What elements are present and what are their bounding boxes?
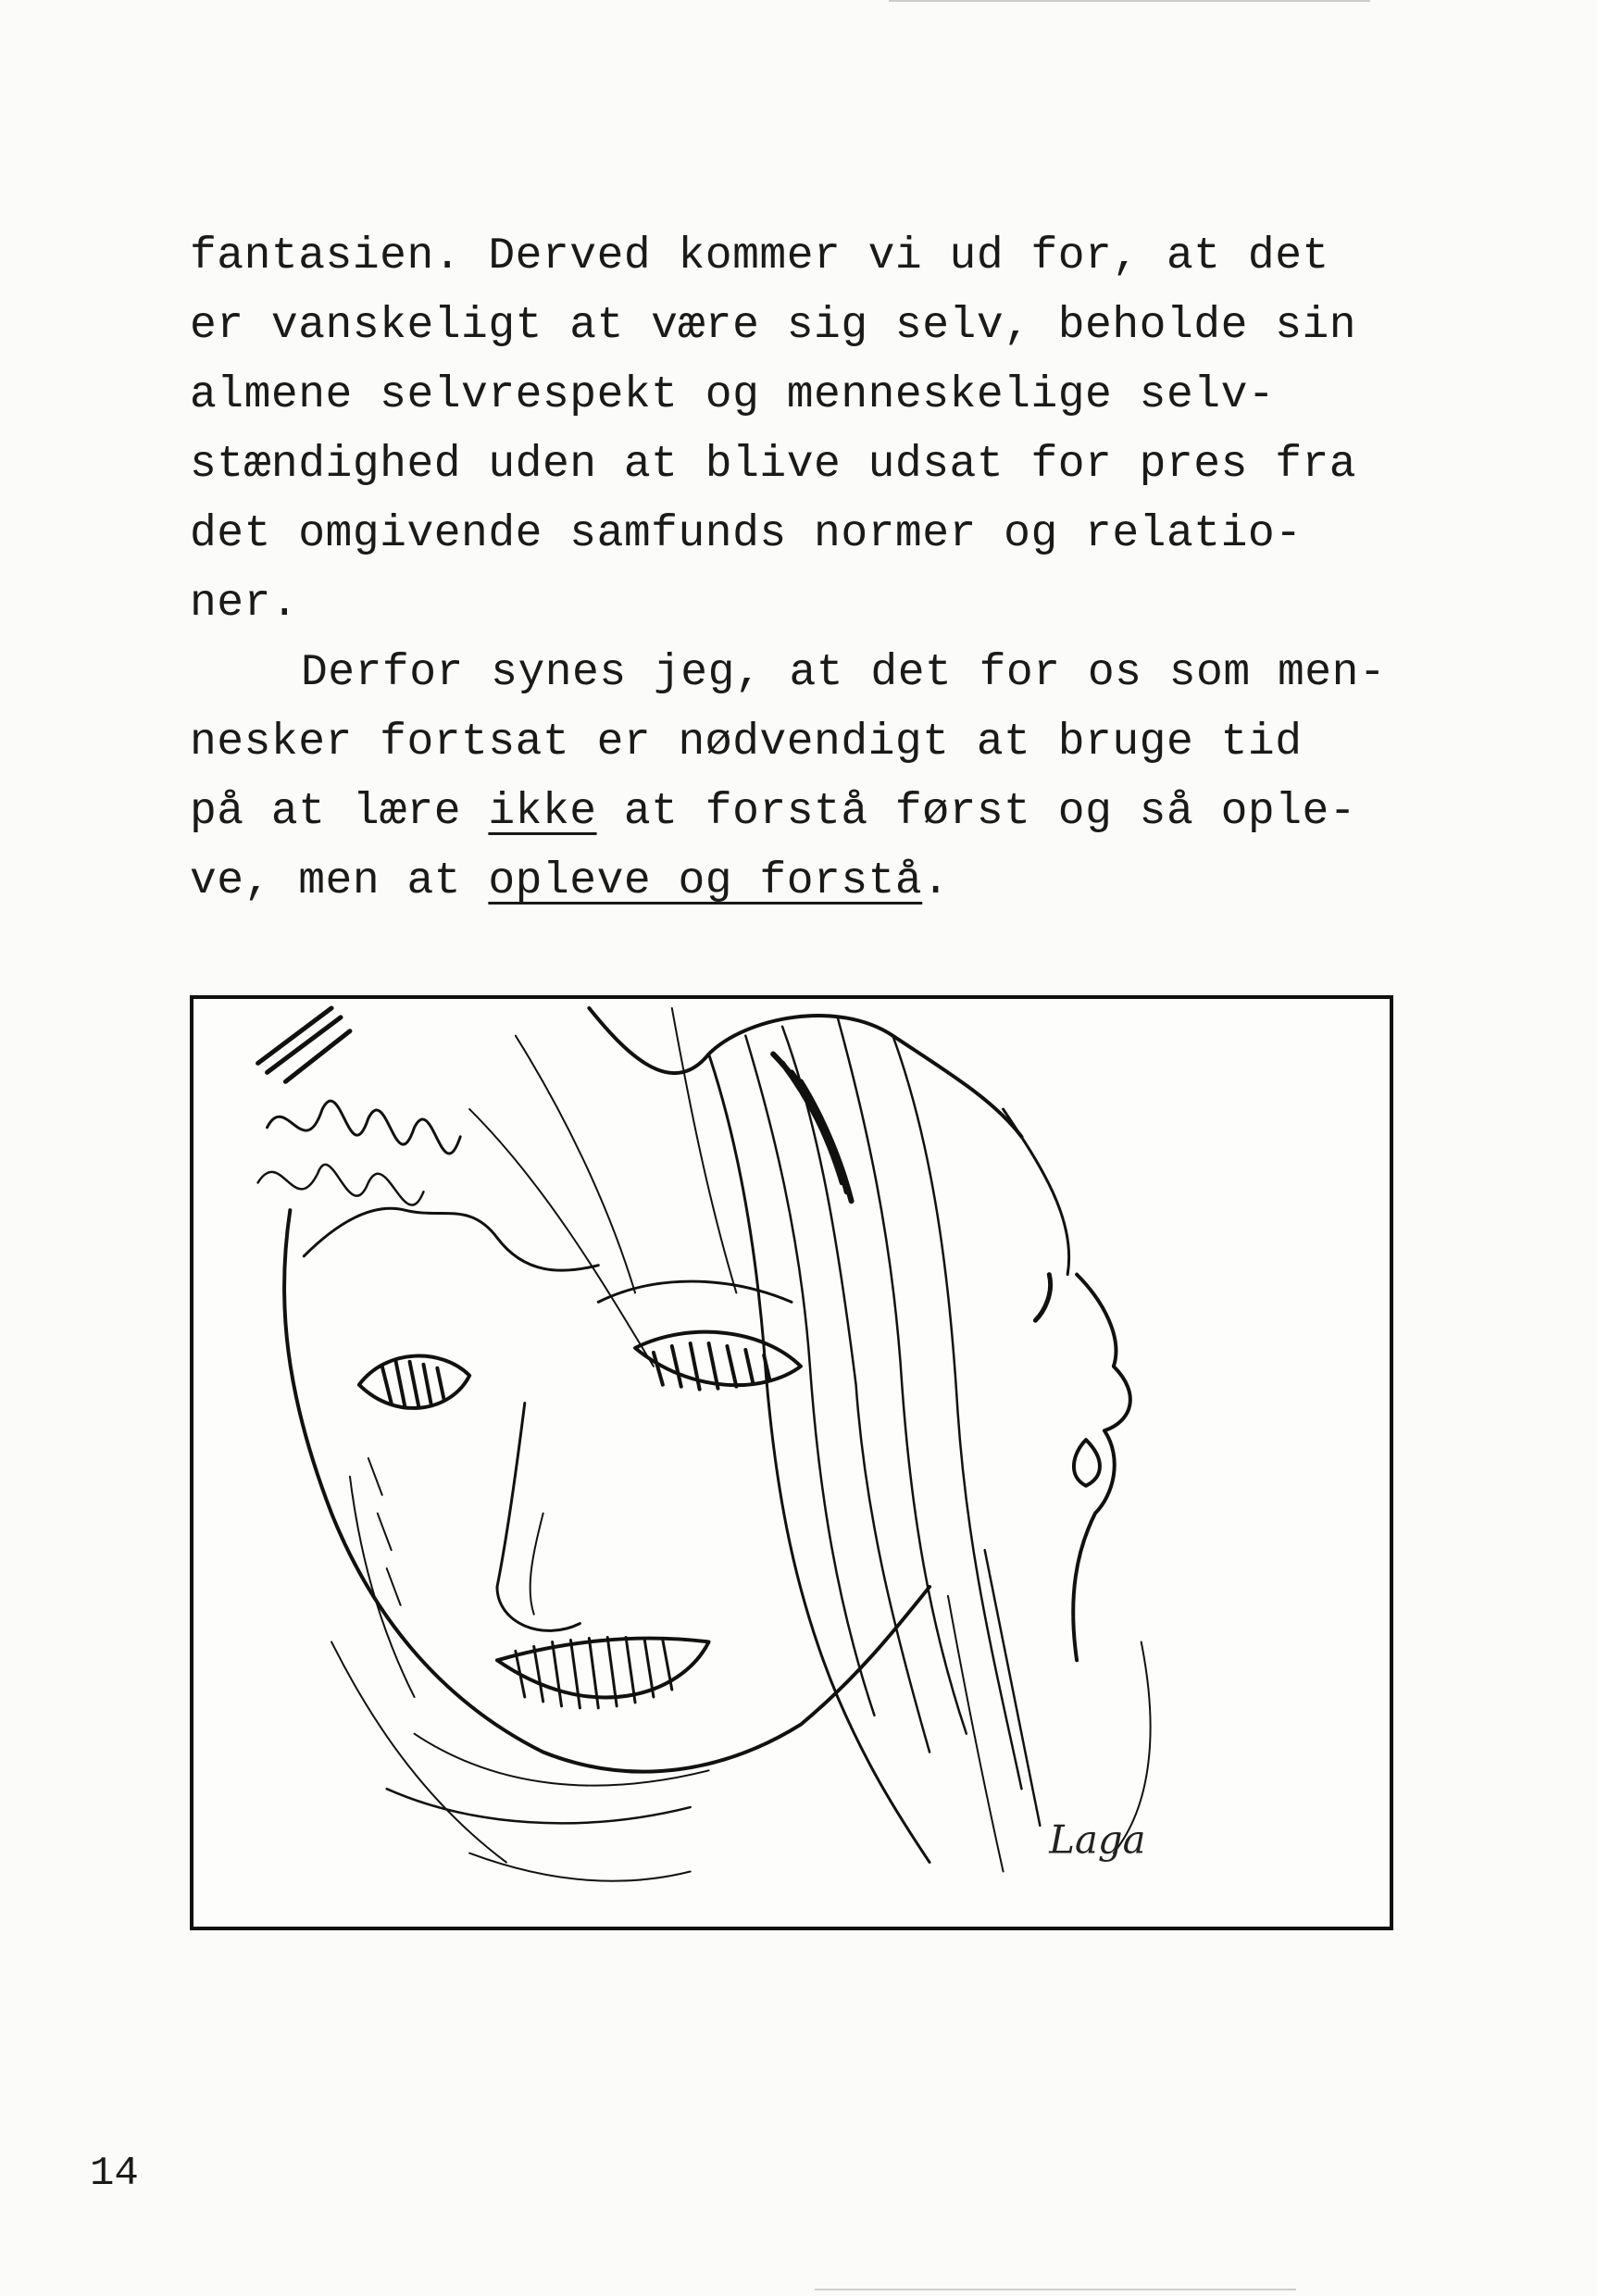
text-line: nesker fortsat er nødvendigt at bruge tid xyxy=(190,718,1303,767)
text-segment: at forstå først og så ople- xyxy=(596,787,1357,837)
text-line: almene selvrespekt og menneskelige selv- xyxy=(190,370,1276,420)
page-number: 14 xyxy=(90,2151,139,2197)
underlined-phrase: opleve og forstå xyxy=(488,856,923,906)
text-segment: ve, men at xyxy=(190,856,489,906)
text-line: ner. xyxy=(190,579,299,629)
top-edge-mark xyxy=(889,0,1370,2)
text-line-composite xyxy=(190,847,1421,917)
artist-signature: Laga xyxy=(1049,1816,1146,1863)
text-line: er vanskeligt at være sig selv, beholde sin xyxy=(190,301,1357,351)
text-line: Derfor synes jeg, at det for os som men- xyxy=(301,648,1387,698)
text-segment: . xyxy=(922,856,950,906)
text-line: stændighed uden at blive udsat for pres fra xyxy=(190,440,1357,490)
ink-drawing-frame xyxy=(190,995,1393,1930)
text-line-composite xyxy=(190,778,1421,847)
ink-sketch-faces xyxy=(193,999,1390,1927)
text-segment: på at lære xyxy=(190,787,489,837)
body-text xyxy=(190,222,1421,917)
bottom-edge-mark xyxy=(815,2289,1296,2290)
text-line: det omgivende samfunds normer og relatio- xyxy=(190,509,1303,559)
text-line: fantasien. Derved kommer vi ud for, at det xyxy=(190,231,1329,281)
underlined-word: ikke xyxy=(488,787,597,837)
